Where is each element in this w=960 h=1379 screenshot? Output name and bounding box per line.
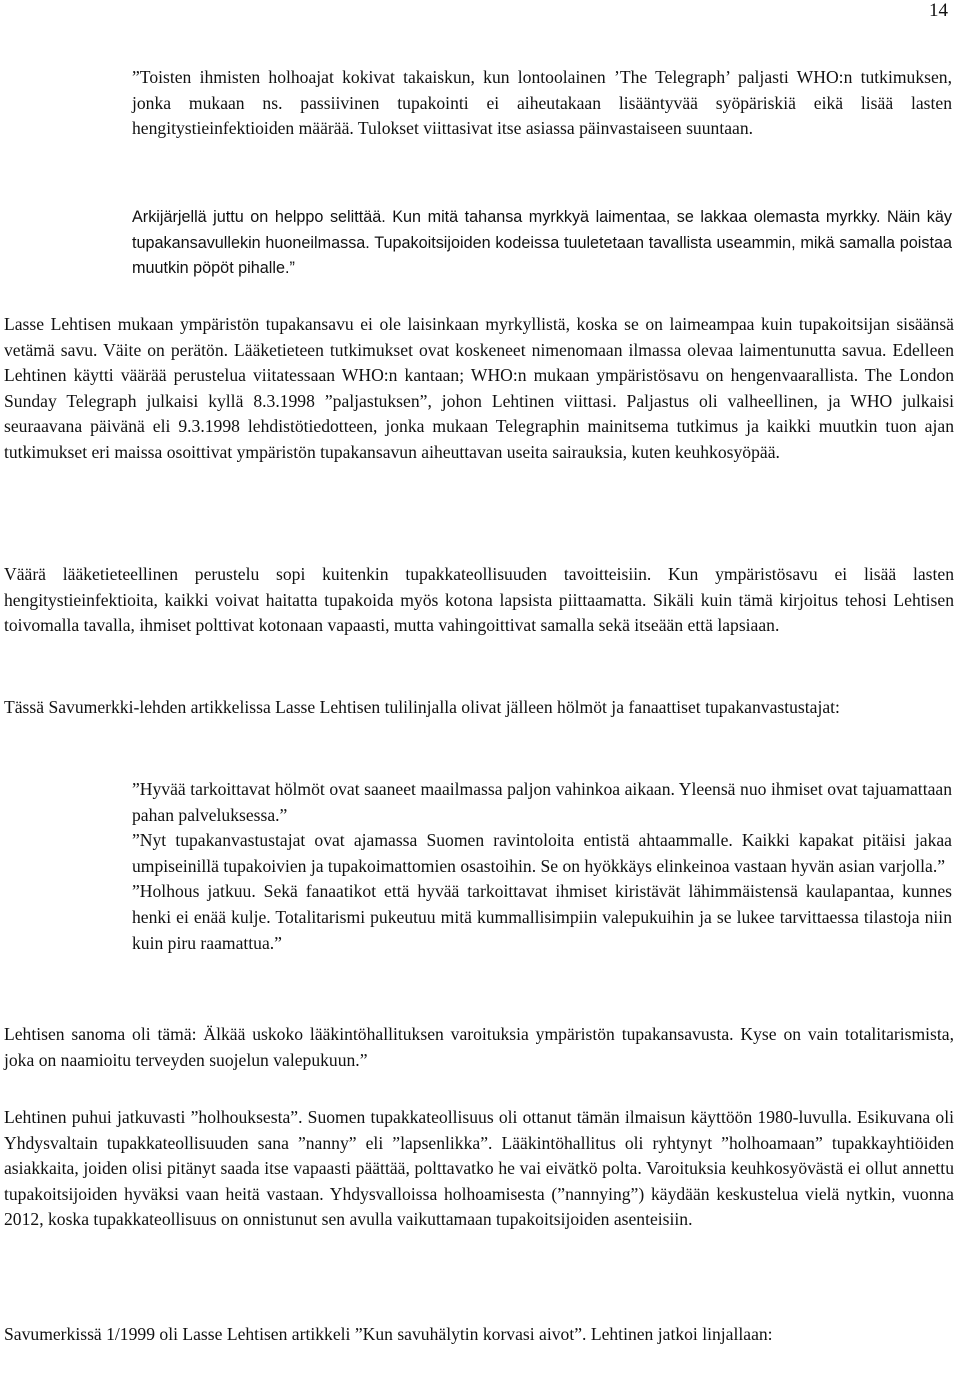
body-paragraph-false-reasoning: Väärä lääketieteellinen perustelu sopi kuitenkin tupakkateollisuuden tavoitteisiin. Kun ympäristösavu ei lisää lasten hengitystieinfektioita, kaikki voivat haitatta tupakoida myös kotona lapsista piittaamatta. Sikäli kuin tämä kirjoitus tehosi Lehtisen toivomalla tavalla, ihmiset polttivat kotonaan vapaasti, mutta vahingoittivat samalla sekä itseään että lapsiaan. xyxy=(4,564,954,636)
body-paragraph-holhous: Lehtinen puhui jatkuvasti ”holhouksesta”. Suomen tupakkateollisuus oli ottanut tämän ilmaisun käyttöön 1980-luvulla. Esikuvana oli Yhdysvaltain tupakkateollisuuden sana ”nanny” eli ”lapsenlikka”. Lääkintöhallitus oli ryhtynyt ”holhoamaan” tupakkayhtiöiden asiakkaita, joiden olisi pitänyt saada itse vapaasti päättää, polttavatko he vai eivätkö polta. Varoituksia keuhkosyövästä ei ollut annettu tupakoitsijoiden hyväksi vaan heitä vastaan. Yhdysvalloissa holhoamisesta (”nannying”) käydään keskustelua vielä nytkin, vuonna 2012, koska tupakkateollisuus on onnistunut sen avulla vaikuttamaan tupakoitsijoiden asenteisiin. xyxy=(4,1107,954,1230)
body-paragraph-savumerkki-intro: Tässä Savumerkki-lehden artikkelissa Lasse Lehtisen tulilinjalla olivat jälleen hölmöt ja fanaattiset tupakanvastustajat: xyxy=(4,697,840,717)
body-paragraph-lehtinen-claim: Lasse Lehtisen mukaan ympäristön tupakansavu ei ole laisinkaan myrkyllistä, koska se on laimeampaa kuin tupakoitsijan sisäänsä vetämä savu. Väite on perätön. Lääketieteen tutkimukset ovat koskeneet nimenomaan ilmassa olevaa laimentunutta savua. Edelleen Lehtinen käytti väärää perustelua viitatessaan WHO:n kantaan; WHO:n mukaan ympäristösavu on hengenvaarallista. The London Sunday Telegraph julkaisi kyllä 8.3.1998 ”paljastuksen”, johon Lehtinen viittasi. Paljastus oli valheellinen, ja WHO julkaisi seuraavana päivänä eli 9.3.1998 lehdistötiedotteen, jonka mukaan Telegraphin mainitsema tutkimus ja kaikki muutkin tuon ajan tutkimukset eri maissa osoittivat ympäristön tupakansavun aiheuttavan useita sairauksia, kuten keuhkosyöpää. xyxy=(4,314,954,462)
body-paragraph-lehtisen-sanoma: Lehtisen sanoma oli tämä: Älkää uskoko lääkintöhallituksen varoituksia ympäristön tupakansavusta. Kyse on vain totalitarismista, joka on naamioitu terveyden suojelun valepukuun.” xyxy=(4,1024,954,1070)
quote-block-savumerkki xyxy=(132,777,952,956)
quote-line-tupakanvastustajat: ”Nyt tupakanvastustajat ovat ajamassa Suomen ravintoloita entistä ahtaammalle. Kaikki kapakat pitäisi jakaa umpiseinillä tupakoivien ja tupakoimattomien osastoihin. Se on hyökkäys elinkeinoa vastaan hyvän asian varjolla.” xyxy=(132,830,952,876)
quote-paragraph-common-sense: Arkijärjellä juttu on helppo selittää. Kun mitä tahansa myrkkyä laimentaa, se lakkaa olemasta myrkky. Näin käy tupakansavullekin huoneilmassa. Tupakoitsijoiden kodeissa tuuletetaan tavallista useammin, mikä samalla poistaa muutkin pöpöt pihalle.” xyxy=(132,208,952,278)
quote-line-holhous-jatkuu: ”Holhous jatkuu. Sekä fanaatikot että hyvää tarkoittavat ihmiset kiristävät lähimmäistensä kaulapantaa, kunnes henki ei enää kulje. Totalitarismi pukeutuu mitä kummallisimpiin valepukuihin ja se lukee tarvittaessa tilastoja niin kuin piru raamattua.” xyxy=(132,881,952,953)
quote-line-hyvaa-tarkoittavat: ”Hyvää tarkoittavat hölmöt ovat saaneet maailmassa paljon vahinkoa aikaan. Yleensä nuo ihmiset ovat tajuamattaan pahan palveluksessa.” xyxy=(132,779,952,825)
page-number: 14 xyxy=(929,0,948,21)
quote-paragraph-telegraph: ”Toisten ihmisten holhoajat kokivat takaiskun, kun lontoolainen ’The Telegraph’ paljasti WHO:n tutkimuksen, jonka mukaan ns. passiivinen tupakointi ei aiheutakaan lisääntyvää syöpäriskiä eikä lisää lasten hengitystieinfektioiden määrää. Tulokset viittasivat itse asiassa päinvastaiseen suuntaan. xyxy=(132,67,952,139)
body-paragraph-savuhalytin: Savumerkissä 1/1999 oli Lasse Lehtisen artikkeli ”Kun savuhälytin korvasi aivot”. Lehtinen jatkoi linjallaan: xyxy=(4,1324,773,1344)
